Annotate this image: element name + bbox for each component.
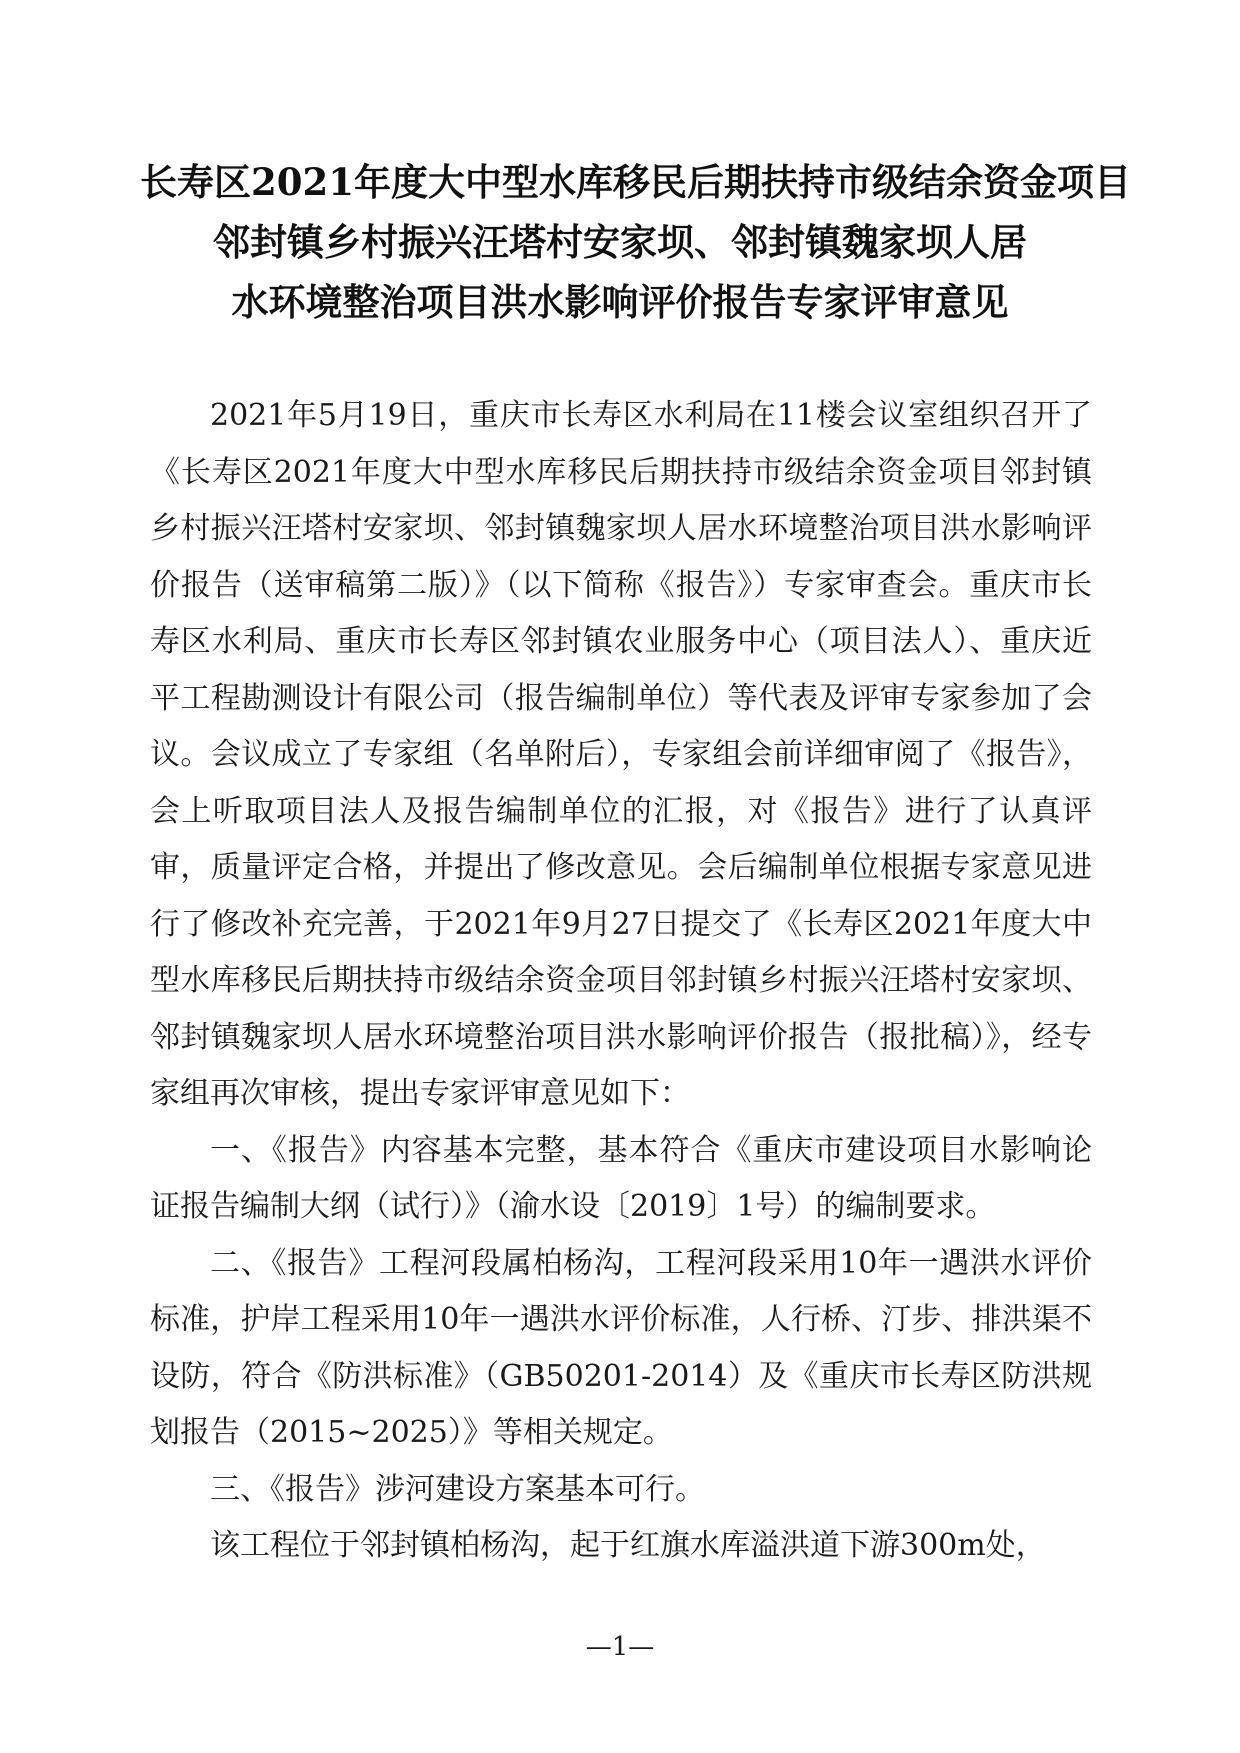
title-line-3: 水环境整治项目洪水影响评价报告专家评审意见 bbox=[231, 280, 1009, 324]
paragraph-project-location: 该工程位于邻封镇柏杨沟，起于红旗水库溢洪道下游300m处， bbox=[210, 1528, 1046, 1563]
paragraph-opinion-3: 三、《报告》涉河建设方案基本可行。 bbox=[210, 1471, 705, 1507]
paragraph-opinion-2: 二、《报告》工程河段属柏杨沟，工程河段采用10年一遇洪水评价标准，护岸工程采用10年一遇洪水评价标准，人行桥、汀步、排洪渠不设防，符合《防洪标准》（GB50201-2014）及《重庆市长寿区防洪规划报告（2015~2025）》等相关规定。 bbox=[150, 1245, 1092, 1450]
paragraph-intro: 2021年5月19日，重庆市长寿区水利局在11楼会议室组织召开了《长寿区2021年度大中型水库移民后期扶持市级结余资金项目邻封镇乡村振兴汪塔村安家坝、邻封镇魏家坝人居水环境整治项目洪水影响评价报告（送审稿第二版）》（以下简称《报告》）专家审查会。重庆市长寿区水利局、重庆市长寿区邻封镇农业服务中心（项目法人）、重庆近平工程勘测设计有限公司（报告编制单位）等代表及评审专家参加了会议。会议成立了专家组（名单附后），专家组会前详细审阅了《报告》，会上听取项目法人及报告编制单位的汇报，对《报告》进行了认真评审，质量评定合格，并提出了修改意见。会后编制单位根据专家意见进行了修改补充完善，于2021年9月27日提交了《长寿区2021年度大中型水库移民后期扶持市级结余资金项目邻封镇乡村振兴汪塔村安家坝、邻封镇魏家坝人居水环境整治项目洪水影响评价报告（报批稿）》，经专家组再次审核，提出专家评审意见如下： bbox=[150, 398, 1092, 1111]
paragraph-opinion-1: 一、《报告》内容基本完整，基本符合《重庆市建设项目水影响论证报告编制大纲（试行）》（渝水设〔2019〕1号）的编制要求。 bbox=[150, 1132, 1092, 1224]
title-line-1: 长寿区2021年度大中型水库移民后期扶持市级结余资金项目 bbox=[140, 160, 1131, 204]
page-number: —1— bbox=[585, 1632, 655, 1662]
title-line-2: 邻封镇乡村振兴汪塔村安家坝、邻封镇魏家坝人居 bbox=[213, 220, 1027, 264]
document-body bbox=[150, 388, 1092, 1575]
document-title bbox=[140, 152, 1131, 332]
